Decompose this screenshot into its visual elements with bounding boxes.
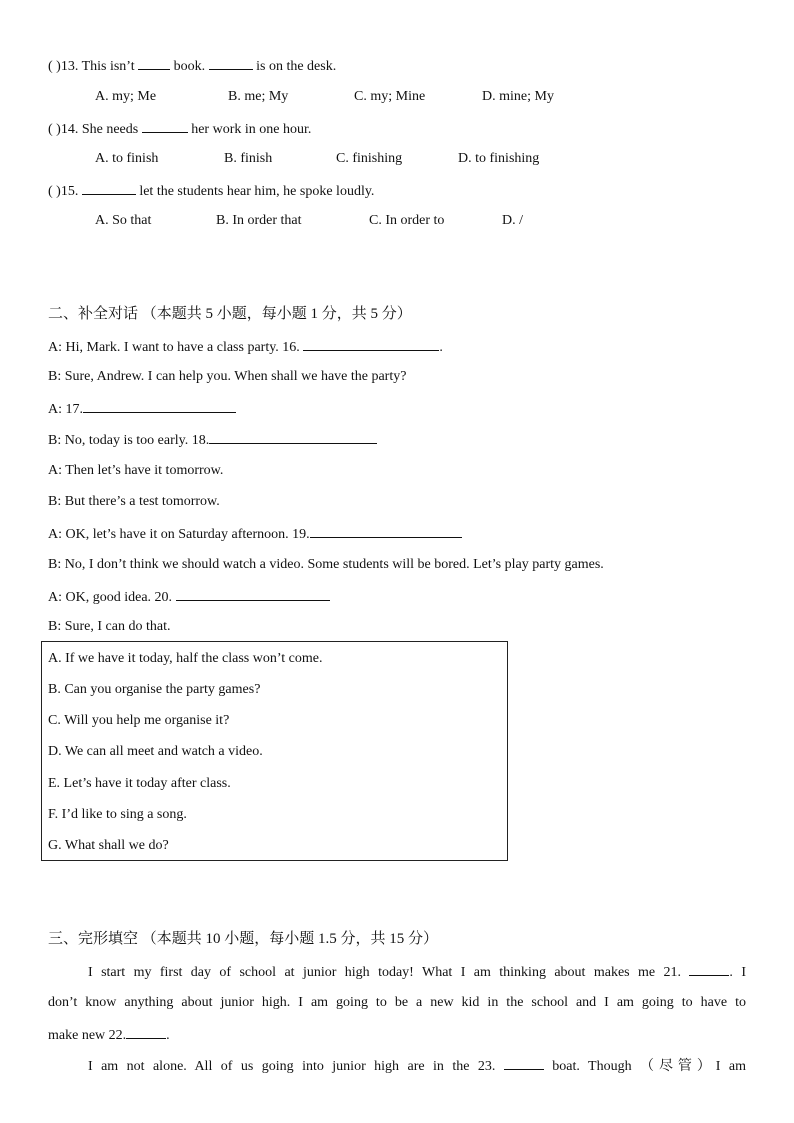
option: B. In order that <box>216 213 302 228</box>
passage-text: I start my first day of school at junior high today! What I am thinking about makes me 21. <box>88 965 690 980</box>
blank-18 <box>209 430 377 444</box>
passage-line: don’t know anything about junior high. I am going to be a new kid in the school and I am going to have to <box>48 995 746 1010</box>
question-13-prefix: ( )13. This isn’t <box>48 59 139 74</box>
blank <box>82 181 136 195</box>
option: A. So that <box>95 213 152 228</box>
dialogue-line <box>48 524 462 544</box>
choice-item: E. Let’s have it today after class. <box>48 776 231 791</box>
option: D. to finishing <box>458 151 540 166</box>
passage-line <box>48 1025 170 1045</box>
blank-19 <box>310 524 462 538</box>
option: D. mine; My <box>482 89 554 104</box>
passage-text: I am not alone. All of us going into junior high are in the 23. <box>88 1059 504 1074</box>
passage-text: . <box>166 1028 170 1043</box>
blank-17 <box>83 399 236 413</box>
dialogue-line: B: Sure, Andrew. I can help you. When shall we have the party? <box>48 369 407 384</box>
option: A. to finish <box>95 151 159 166</box>
question-14-prefix: ( )14. She needs <box>48 122 142 137</box>
dialogue-line <box>48 399 236 419</box>
blank-22 <box>126 1025 166 1039</box>
blank <box>138 56 170 70</box>
dialogue-text: . <box>439 340 443 355</box>
passage-text: make new 22. <box>48 1028 127 1043</box>
choice-item: B. Can you organise the party games? <box>48 682 261 697</box>
option: D. / <box>502 213 523 228</box>
dialogue-text: A: Hi, Mark. I want to have a class party. 16. <box>48 340 304 355</box>
question-13 <box>48 56 336 76</box>
dialogue-line: B: Sure, I can do that. <box>48 619 171 634</box>
dialogue-line <box>48 337 443 357</box>
passage-line <box>48 962 746 982</box>
blank-20 <box>176 587 330 601</box>
question-15 <box>48 181 374 201</box>
dialogue-line <box>48 430 377 450</box>
choice-item: G. What shall we do? <box>48 838 169 853</box>
dialogue-text: A: 17. <box>48 402 83 417</box>
passage-text: . I <box>729 965 746 980</box>
question-14 <box>48 119 311 139</box>
dialogue-line: A: Then let’s have it tomorrow. <box>48 463 224 478</box>
dialogue-line: B: But there’s a test tomorrow. <box>48 494 220 509</box>
blank <box>142 119 188 133</box>
dialogue-text: A: OK, let’s have it on Saturday afternoon. 19. <box>48 527 310 542</box>
dialogue-line: B: No, I don’t think we should watch a video. Some students will be bored. Let’s play party games. <box>48 557 604 572</box>
section-3-heading: 三、完形填空 （本题共 10 小题，每小题 1.5 分，共 15 分） <box>48 931 439 947</box>
blank-23 <box>504 1056 544 1070</box>
dialogue-text: A: OK, good idea. 20. <box>48 590 176 605</box>
choice-item: D. We can all meet and watch a video. <box>48 744 263 759</box>
question-13-mid: book. <box>170 59 209 74</box>
option: C. finishing <box>336 151 403 166</box>
choice-item: A. If we have it today, half the class won’t come. <box>48 651 323 666</box>
blank-16 <box>303 337 439 351</box>
dialogue-line <box>48 587 330 607</box>
option: A. my; Me <box>95 89 157 104</box>
passage-line <box>48 1056 746 1076</box>
question-14-suffix: her work in one hour. <box>187 122 312 137</box>
blank <box>209 56 253 70</box>
option: B. me; My <box>228 89 289 104</box>
question-15-prefix: ( )15. <box>48 184 82 199</box>
choice-item: F. I’d like to sing a song. <box>48 807 187 822</box>
dialogue-text: B: No, today is too early. 18. <box>48 433 210 448</box>
option: C. In order to <box>369 213 445 228</box>
choice-item: C. Will you help me organise it? <box>48 713 230 728</box>
option: C. my; Mine <box>354 89 426 104</box>
question-13-suffix: is on the desk. <box>252 59 337 74</box>
question-15-suffix: let the students hear him, he spoke loudly. <box>135 184 375 199</box>
passage-text: boat. Though （尽管）I am <box>543 1059 746 1074</box>
blank-21 <box>689 962 729 976</box>
section-2-heading: 二、补全对话 （本题共 5 小题，每小题 1 分，共 5 分） <box>48 306 412 322</box>
option: B. finish <box>224 151 273 166</box>
